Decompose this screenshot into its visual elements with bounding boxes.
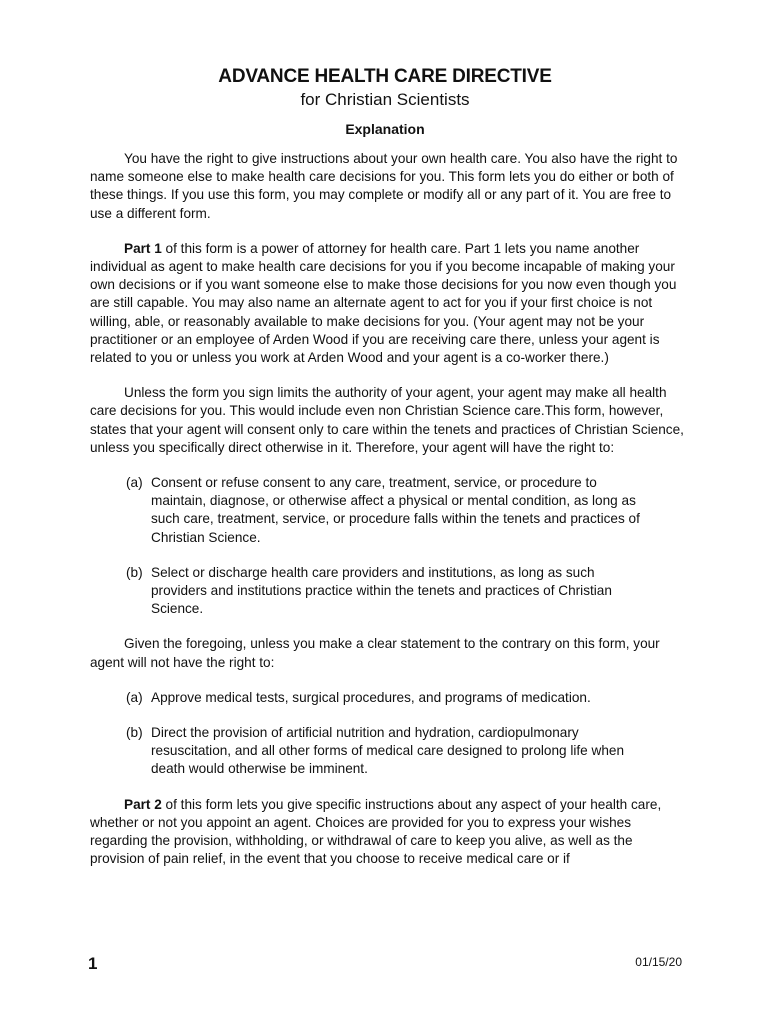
list-item [126, 474, 646, 547]
paragraph-part1 [90, 240, 684, 367]
paragraph-foregoing: Given the foregoing, unless you make a clear statement to the contrary on this form, your agent will not have the right to: [90, 636, 660, 670]
list-marker: (b) [126, 725, 143, 741]
list-text: Consent or refuse consent to any care, treatment, service, or procedure to maintain, diagnose, or otherwise affect a physical or mental condition, as long as such care, treatment, service, or procedure falls within the tenets and practices of Christian Science. [151, 475, 640, 545]
list-item [126, 564, 646, 619]
list-item [126, 689, 646, 707]
paragraph-agent-authority: Unless the form you sign limits the authority of your agent, your agent may make all health care decisions for you. This would include even non Christian Science care.This form, however, states that your agent will consent only to care within the tenets and practices of Christian Science, unless you specifically direct otherwise in it. Therefore, your agent will have the right to: [90, 385, 684, 455]
part2-text: of this form lets you give specific instructions about any aspect of your health care, whether or not you appoint an agent. Choices are provided for you to express your wishes regarding the provision, withholding, or withdrawal of care to keep you alive, as well as the provision of pain relief, in the event that you choose to receive medical care or if [90, 796, 662, 867]
list-marker: (a) [126, 689, 143, 705]
list-text: Select or discharge health care providers and institutions, as long as such providers and institutions practice within the tenets and practices of Christian Science. [151, 564, 612, 617]
part1-text: of this form is a power of attorney for health care. Part 1 lets you name another individual as agent to make health care decisions for you if you become incapable of making your own decisions or if you want someone else to make those decisions for you now even though you are still capable. You may also name an alternate agent to act for you if your first choice is not willing, able, or reasonably available to make decisions for you. (Your agent may not be your practitioner or an employee of Arden Wood if you are receiving care there, unless your agent is related to you or unless you work at Arden Wood and your agent is a co-worker there.) [90, 240, 677, 366]
list-item [126, 724, 646, 779]
revision-date: 01/15/20 [635, 955, 682, 969]
part1-label: Part 1 [124, 240, 162, 256]
list-text: Approve medical tests, surgical procedures, and programs of medication. [151, 689, 591, 705]
paragraph-intro: You have the right to give instructions about your own health care. You also have the right to name someone else to make health care decisions for you. This form lets you do either or both of these things. If you use this form, you may complete or modify all or any part of it. You are free to use a different form. [90, 151, 678, 221]
page-number: 1 [88, 954, 98, 973]
paragraph-part2 [90, 796, 684, 869]
part2-label: Part 2 [124, 796, 162, 812]
document-title: ADVANCE HEALTH CARE DIRECTIVE [218, 66, 552, 87]
list-text: Direct the provision of artificial nutrition and hydration, cardiopulmonary resuscitation, and all other forms of medical care designed to prolong life when death would otherwise be imminent. [151, 725, 625, 777]
section-heading: Explanation [345, 121, 425, 137]
list-marker: (a) [126, 475, 143, 491]
list-marker: (b) [126, 564, 143, 580]
document-subtitle: for Christian Scientists [300, 90, 470, 109]
document-body [90, 150, 684, 886]
